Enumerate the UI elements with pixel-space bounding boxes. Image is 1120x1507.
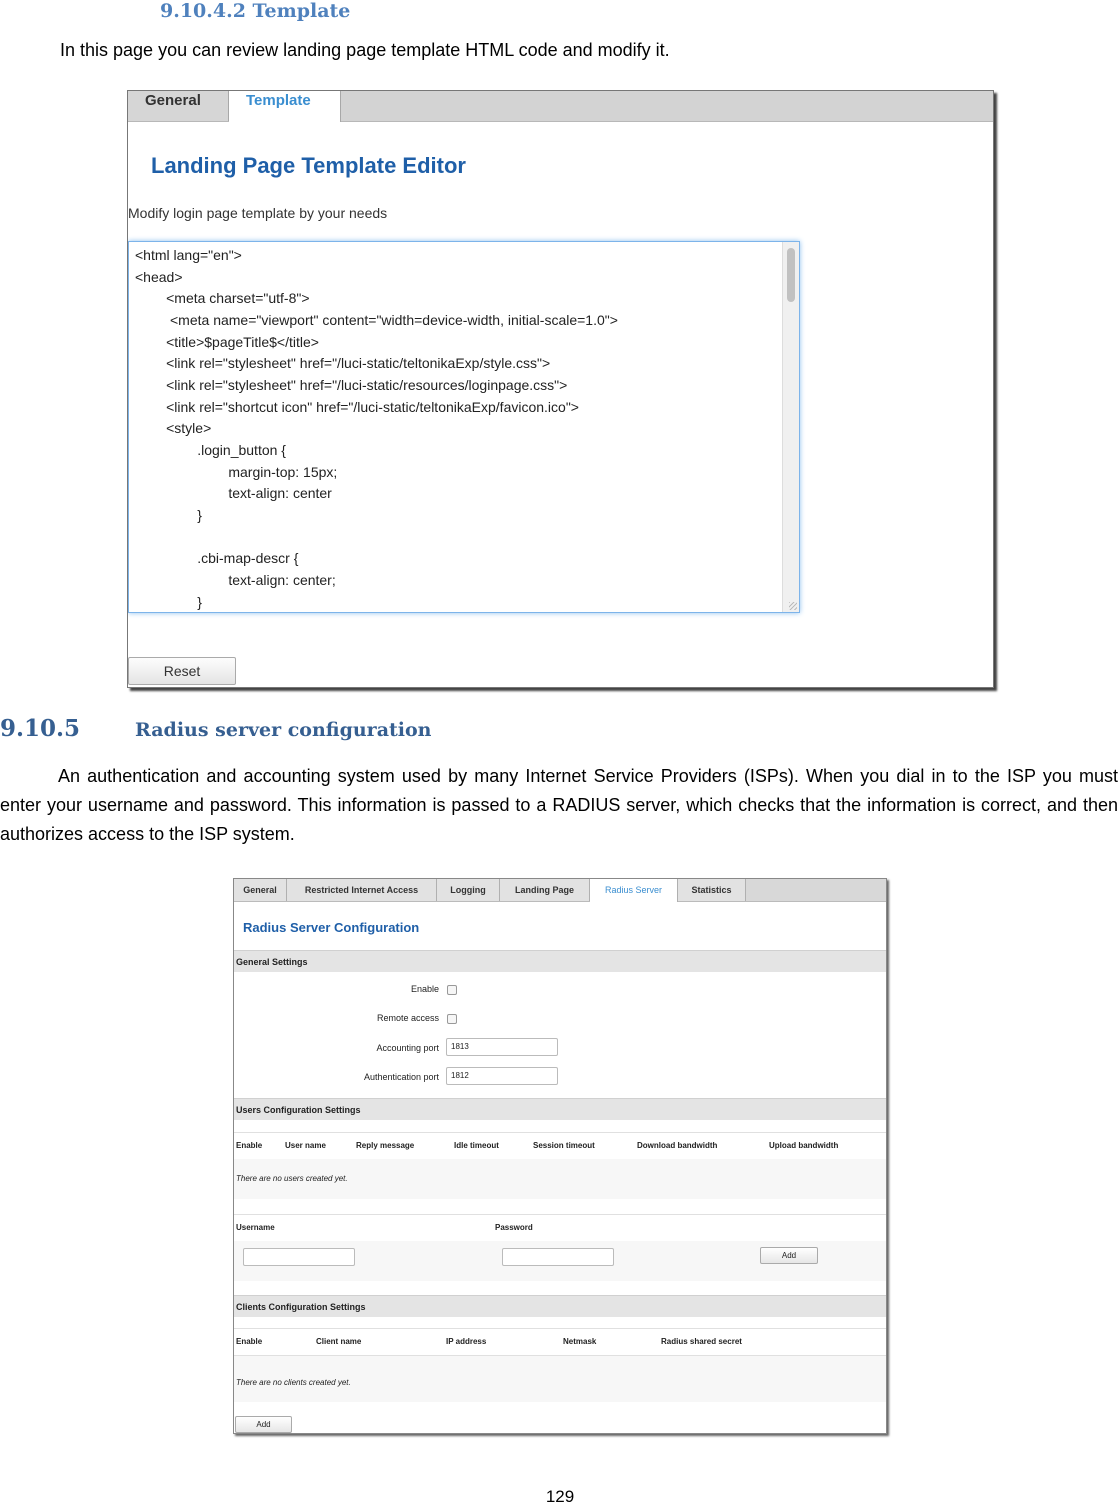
column-header: User name [285,1141,326,1150]
code-line: .cbi-map-descr { [135,550,299,566]
tab-landing-page[interactable]: Landing Page [500,879,590,901]
users-settings-heading: Users Configuration Settings [234,1098,886,1120]
username-input[interactable] [243,1248,355,1266]
code-line: <link rel="shortcut icon" href="/luci-static/teltonikaExp/favicon.ico"> [135,399,579,415]
page-title: Radius Server Configuration [243,920,420,935]
tab-general[interactable]: General [234,879,287,901]
remote-access-checkbox[interactable] [447,1014,457,1024]
code-line: } [135,507,202,523]
section-number: 9.10.5 [0,715,81,742]
accounting-port-input[interactable]: 1813 [446,1038,558,1056]
code-line: text-align: center [135,485,332,501]
reset-button[interactable]: Reset [128,657,236,685]
subsection-heading: 9.10.4.2 Template [160,0,351,22]
users-empty-row [234,1159,886,1199]
code-line: <meta name="viewport" content="width=device-width, initial-scale=1.0"> [135,312,618,328]
code-line: <link rel="stylesheet" href="/luci-static/teltonikaExp/style.css"> [135,355,551,371]
clients-settings-heading: Clients Configuration Settings [234,1295,886,1317]
code-line: .login_button { [135,442,286,458]
code-line: <head> [135,269,183,285]
code-line: <link rel="stylesheet" href="/luci-static/resources/loginpage.css"> [135,377,568,393]
code-line: margin-top: 15px; [135,464,338,480]
new-user-row [234,1241,886,1281]
password-input[interactable] [502,1248,614,1266]
code-line: <style> [135,420,212,436]
resize-handle-icon[interactable] [789,602,797,610]
clients-empty-text: There are no clients created yet. [236,1378,351,1387]
clients-table-header [234,1328,886,1356]
clients-empty-row [234,1356,886,1402]
scrollbar[interactable] [782,242,799,612]
column-header: Idle timeout [454,1141,499,1150]
accounting-port-label: Accounting port [376,1043,439,1053]
tab-restricted-internet-access[interactable]: Restricted Internet Access [287,879,437,901]
code-line: <html lang="en"> [135,247,242,263]
code-line: text-align: center; [135,572,336,588]
username-label: Username [236,1223,275,1232]
password-label: Password [495,1223,533,1232]
authentication-port-input[interactable]: 1812 [446,1067,558,1085]
code-line: <meta charset="utf-8"> [135,290,310,306]
column-header: Client name [316,1337,362,1346]
template-code-textarea[interactable] [128,241,800,613]
general-settings-heading: General Settings [234,950,886,972]
column-header: IP address [446,1337,487,1346]
users-empty-text: There are no users created yet. [236,1174,348,1183]
enable-checkbox[interactable] [447,985,457,995]
column-header: Radius shared secret [661,1337,742,1346]
intro-text: In this page you can review landing page template HTML code and modify it. [60,40,670,60]
authentication-port-label: Authentication port [363,1072,439,1082]
tab-logging[interactable]: Logging [437,879,500,901]
tab-general[interactable]: General [128,91,229,121]
new-user-header [234,1214,886,1242]
tab-bar [234,879,886,902]
page-description: Modify login page template by your needs [128,205,388,221]
template-editor-screenshot [127,90,994,688]
tab-radius-server[interactable]: Radius Server [590,879,678,902]
section-title: Radius server configuration [135,719,432,741]
column-header: Download bandwidth [637,1141,718,1150]
page-number: 129 [545,1487,575,1506]
scrollbar-thumb[interactable] [787,248,795,302]
column-header: Enable [236,1337,263,1346]
add-client-button[interactable]: Add [235,1416,292,1433]
remote-access-label: Remote access [376,1013,439,1023]
column-header: Reply message [356,1141,415,1150]
enable-label: Enable [410,984,439,994]
section-paragraph: An authentication and accounting system used by many Internet Service Providers (ISPs). When you dial in to the ISP you must enter your username and password. This information is passed to a RADIUS server, which checks that the information is correct, and then authorizes access to the ISP system. [0,766,1118,844]
column-header: Session timeout [533,1141,595,1150]
tab-statistics[interactable]: Statistics [678,879,746,901]
column-header: Enable [236,1141,263,1150]
radius-server-screenshot [233,878,887,1434]
code-line: <title>$pageTitle$</title> [135,334,319,350]
code-line: } [135,594,202,610]
tab-template[interactable]: Template [229,91,341,122]
column-header: Upload bandwidth [769,1141,839,1150]
users-table-header [234,1132,886,1160]
page-title: Landing Page Template Editor [151,153,466,178]
add-user-button[interactable]: Add [760,1247,818,1264]
tab-bar [128,91,993,122]
column-header: Netmask [563,1337,597,1346]
